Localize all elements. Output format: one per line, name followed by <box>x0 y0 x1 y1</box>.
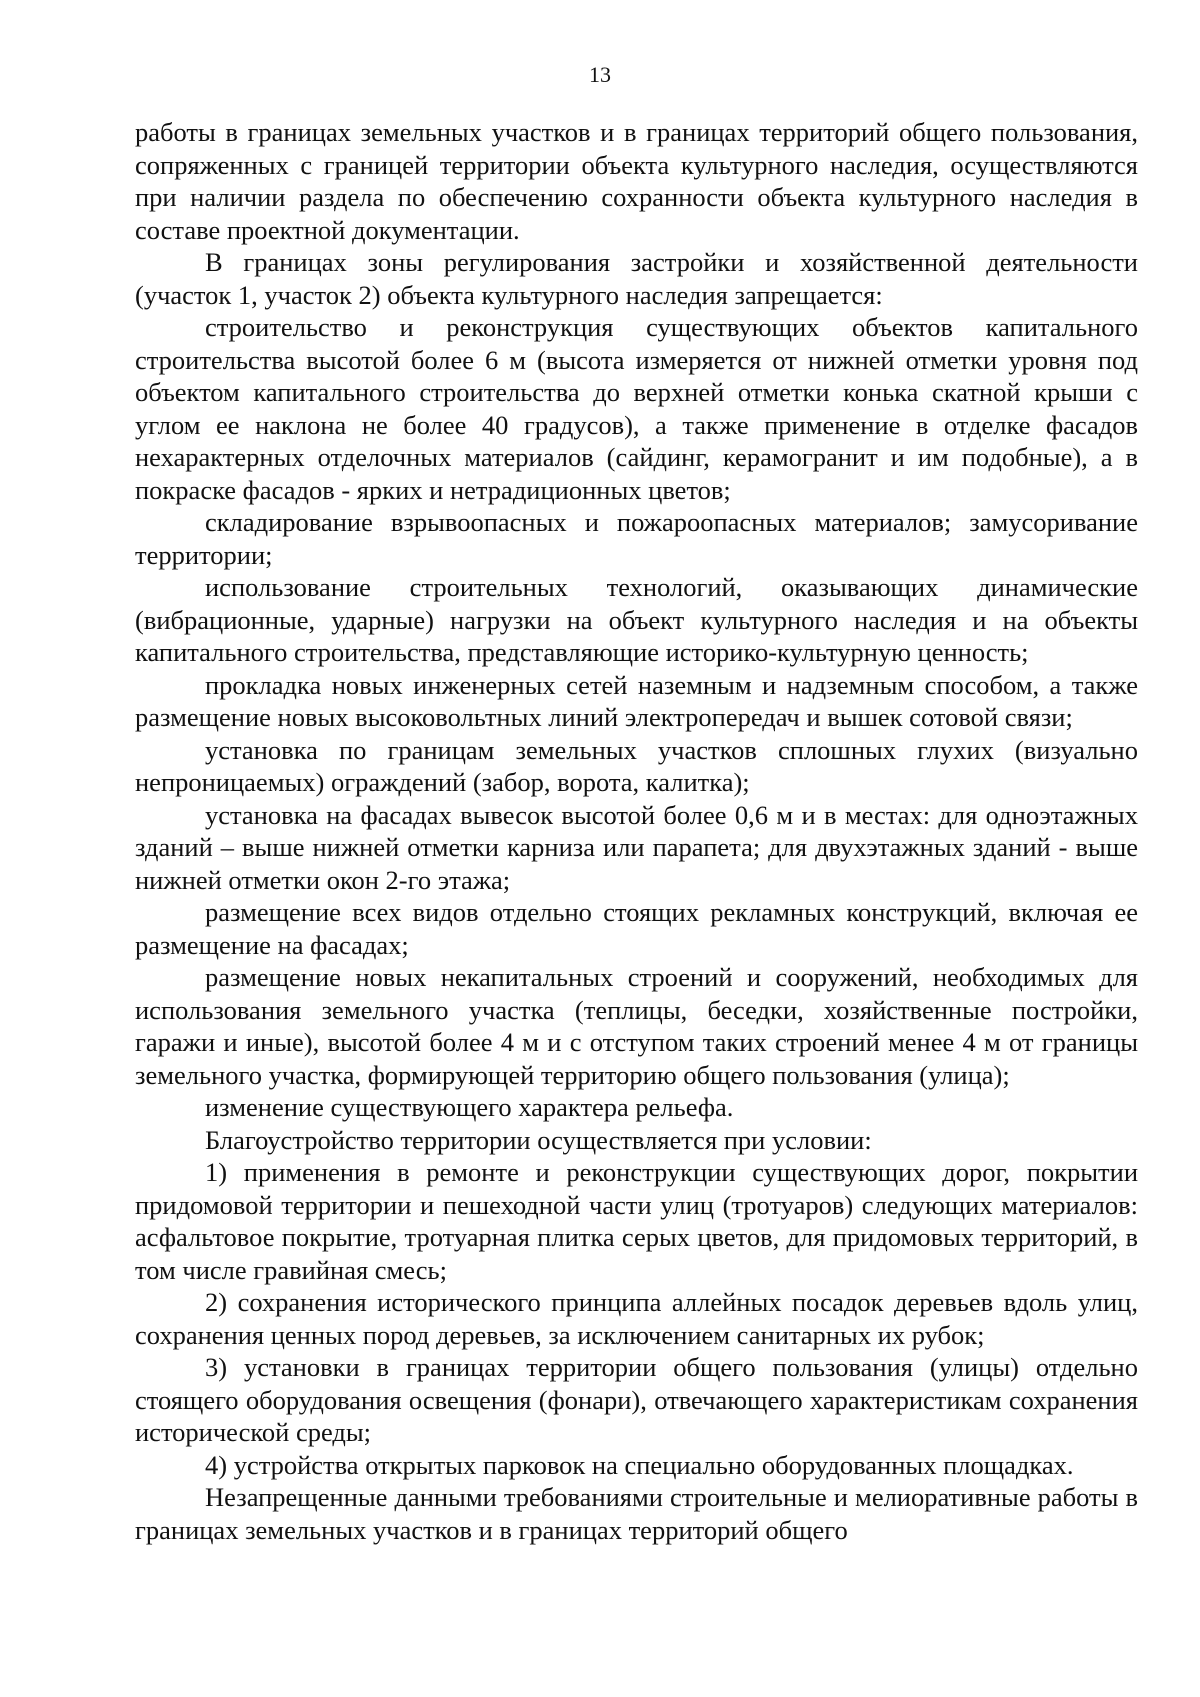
paragraph-storage: складирование взрывоопасных и пожароопасных материалов; замусоривание территории; <box>135 507 1138 570</box>
body-text <box>135 116 1138 1546</box>
paragraph-signs: установка на фасадах вывесок высотой более 0,6 м и в местах: для одноэтажных зданий – выше нижней отметки карниза или парапета; для двухэтажных зданий - выше нижней отметки окон 2-го этажа; <box>135 799 1138 895</box>
paragraph-item-4: 4) устройства открытых парковок на специально оборудованных площадках. <box>205 1449 1074 1480</box>
paragraph-fences: установка по границам земельных участков сплошных глухих (визуально непроницаемых) ограждений (забор, ворота, калитка); <box>135 734 1138 797</box>
paragraph-item-2: 2) сохранения исторического принципа аллейных посадок деревьев вдоль улиц, сохранения ценных пород деревьев, за исключением санитарных их рубок; <box>135 1287 1138 1350</box>
paragraph-continued: работы в границах земельных участков и в границах территорий общего пользования, сопряженных с границей территории объекта культурного наследия, осуществляются при наличии раздела по обеспечению сохранности объекта культурного наследия в составе проектной документации. <box>135 117 1138 245</box>
paragraph-zone-intro: В границах зоны регулирования застройки и хозяйственной деятельности (участок 1, участок 2) объекта культурного наследия запрещается: <box>135 247 1138 310</box>
paragraph-temporary-structures: размещение новых некапитальных строений и сооружений, необходимых для использования земельного участка (теплицы, беседки, хозяйственные постройки, гаражи и иные), высотой более 4 м и с отступом таких строений менее 4 м от границы земельного участка, формирующей территорию общего пользования (улица); <box>135 962 1138 1090</box>
paragraph-landscaping: Благоустройство территории осуществляется при условии: <box>205 1124 872 1155</box>
paragraph-item-3: 3) установки в границах территории общего пользования (улицы) отдельно стоящего оборудования освещения (фонари), отвечающего характеристикам сохранения исторической среды; <box>135 1352 1138 1447</box>
paragraph-construction: строительство и реконструкция существующих объектов капитального строительства высотой более 6 м (высота измеряется от нижней отметки уровня под объектом капитального строительства до верхней отметки конька скатной крыши с углом ее наклона не более 40 градусов), а также применение в отделке фасадов нехарактерных отделочных материалов (сайдинг, керамогранит и им подобные), а в покраске фасадов - ярких и нетрадиционных цветов; <box>135 312 1138 505</box>
paragraph-relief: изменение существующего характера рельефа. <box>205 1092 734 1122</box>
paragraph-networks: прокладка новых инженерных сетей наземным и надземным способом, а также размещение новых высоковольтных линий электропередач и вышек сотовой связи; <box>135 669 1138 732</box>
paragraph-technologies: использование строительных технологий, оказывающих динамические (вибрационные, ударные) нагрузки на объект культурного наследия и на объекты капитального строительства, представляющие историко-культурную ценность; <box>135 572 1138 667</box>
paragraph-item-1: 1) применения в ремонте и реконструкции существующих дорог, покрытии придомовой территории и пешеходной части улиц (тротуаров) следующих материалов: асфальтовое покрытие, тротуарная плитка серых цветов, для придомовых территорий, в том числе гравийная смесь; <box>135 1157 1138 1285</box>
page-number: 13 <box>589 62 611 87</box>
paragraph-advertising: размещение всех видов отдельно стоящих рекламных конструкций, включая ее размещение на фасадах; <box>135 897 1138 960</box>
paragraph-unprohibited-works: Незапрещенные данными требованиями строительные и мелиоративные работы в границах земельных участков и в границах территорий общего <box>135 1482 1138 1545</box>
